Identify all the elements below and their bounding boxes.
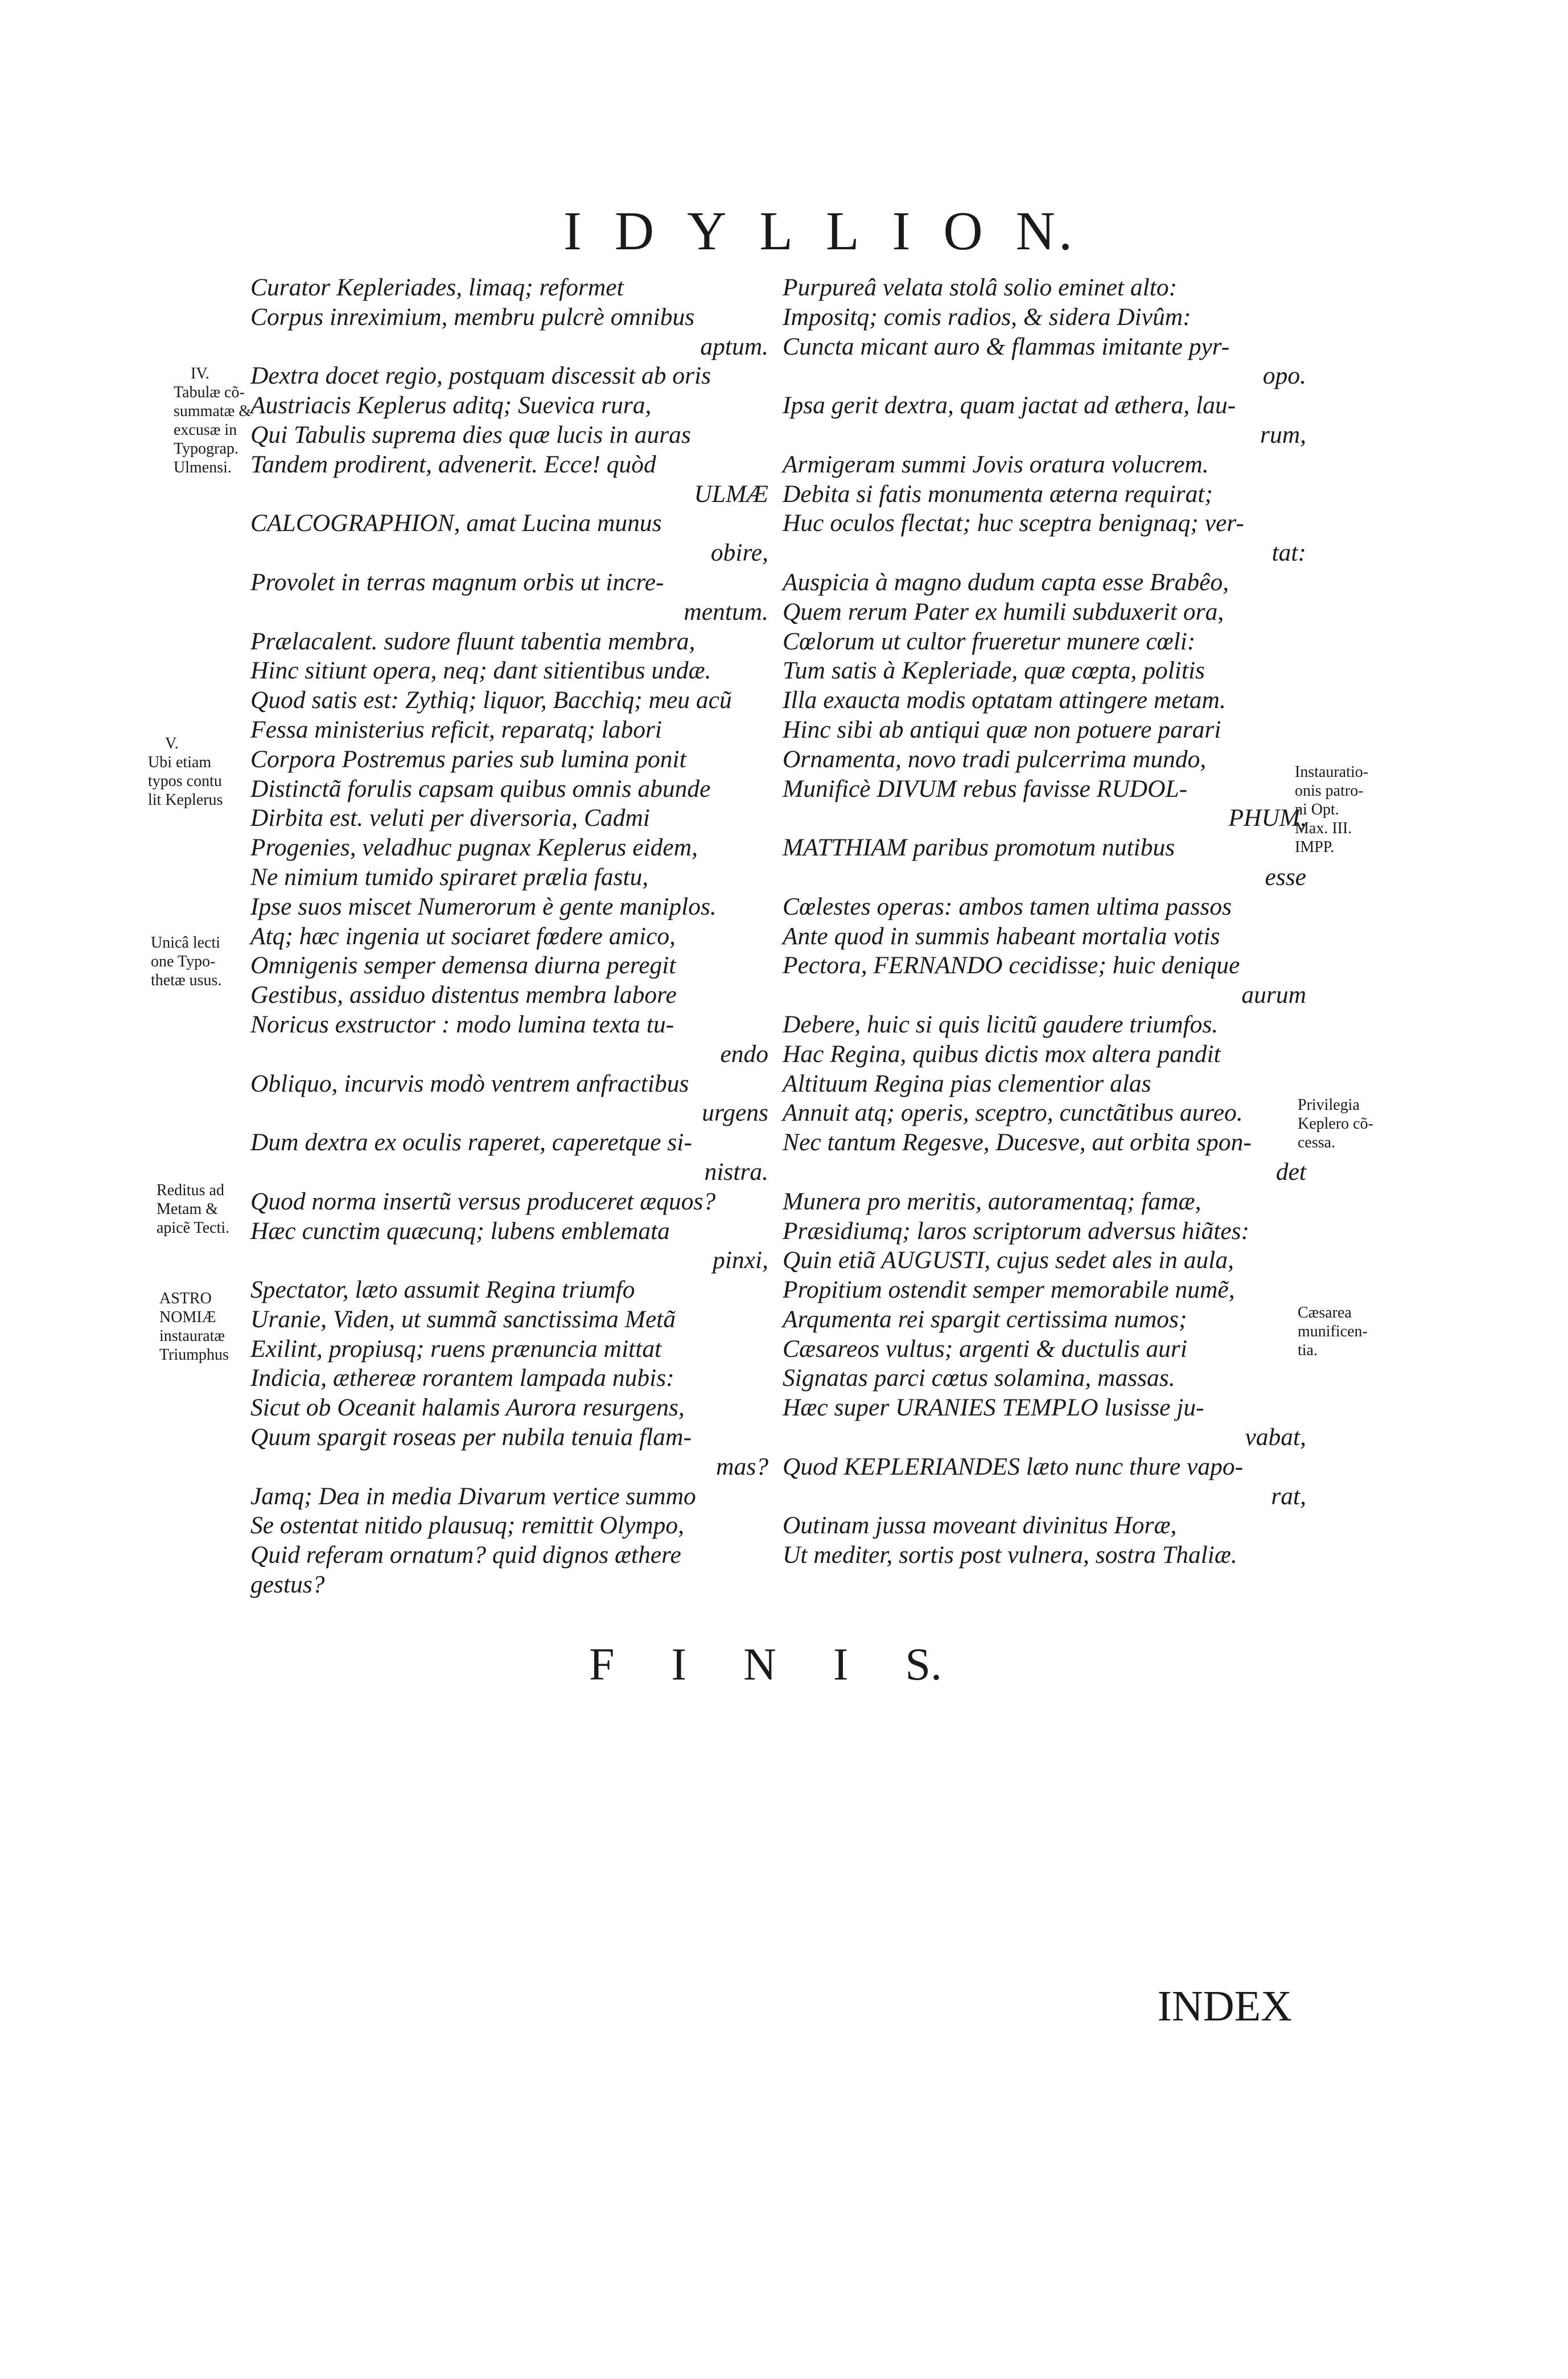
margin-note-line: one Typo- bbox=[151, 953, 216, 970]
margin-note-line: Keplero cõ- bbox=[1298, 1115, 1373, 1133]
text-line: Debita si fatis monumenta æterna requirat; bbox=[783, 480, 1213, 508]
margin-note-line: thetæ usus. bbox=[151, 972, 222, 989]
text-line: Progenies, veladhuc pugnax Keplerus eidem, bbox=[250, 834, 698, 862]
text-line: Sicut ob Oceanit halamis Aurora resurgens, bbox=[250, 1394, 685, 1422]
text-line: Auspicia à magno dudum capta esse Brabêo, bbox=[783, 568, 1229, 596]
margin-note-caesarea bbox=[1298, 1303, 1368, 1360]
margin-note-tabulae bbox=[174, 364, 251, 477]
text-line: Armigeram summi Jovis oratura volucrem. bbox=[783, 450, 1209, 478]
text-line: Arqumenta rei spargit certissima numos; bbox=[783, 1305, 1187, 1333]
text-line: Munera pro meritis, autoramentaq; famæ, bbox=[783, 1187, 1201, 1215]
finis-letter: I bbox=[833, 1639, 849, 1690]
text-line: Tandem prodirent, advenerit. Ecce! quòd bbox=[250, 450, 656, 478]
margin-note-line: ni Opt. bbox=[1295, 801, 1339, 818]
margin-note-line: excusæ in bbox=[174, 421, 237, 439]
text-line: Obliquo, incurvis modò ventrem anfractibus bbox=[250, 1069, 689, 1097]
margin-note-line: Unicâ lecti bbox=[151, 934, 221, 952]
text-line: Spectator, læto assumit Regina triumfo bbox=[250, 1276, 635, 1304]
finis-letter: F bbox=[589, 1639, 615, 1690]
margin-note-line: Instauratio- bbox=[1295, 763, 1369, 781]
left-text-column bbox=[250, 273, 768, 1600]
text-line: vabat, bbox=[1245, 1423, 1306, 1451]
text-line: Ut mediter, sortis post vulnera, sostra Thaliæ. bbox=[783, 1541, 1237, 1569]
text-line: urgens bbox=[702, 1099, 768, 1127]
text-line: Munificè DIVUM rebus favisse RUDOL- bbox=[783, 775, 1188, 802]
text-line: MATTHIAM paribus promotum nutibus bbox=[783, 834, 1175, 862]
margin-note-line: ASTRO bbox=[159, 1290, 212, 1307]
text-line: Cœlestes operas: ambos tamen ultima passos bbox=[783, 892, 1232, 920]
text-line: Quem rerum Pater ex humili subduxerit ora, bbox=[783, 598, 1224, 625]
heading-letter: Y bbox=[687, 200, 730, 261]
heading-letter: O bbox=[943, 200, 986, 261]
text-line: Purpureâ velata stolâ solio eminet alto: bbox=[783, 274, 1178, 301]
margin-note-line: Privilegia bbox=[1298, 1096, 1360, 1114]
finis-letter: I bbox=[671, 1639, 687, 1690]
margin-note-line: apicẽ Tecti. bbox=[157, 1219, 230, 1237]
text-line: Ipse suos miscet Numerorum è gente maniplos. bbox=[250, 892, 717, 920]
text-line: rum, bbox=[1260, 421, 1306, 448]
margin-note-line: lit Keplerus bbox=[148, 791, 223, 809]
text-line: Omnigenis semper demensa diurna peregit bbox=[250, 952, 676, 979]
right-text-column bbox=[783, 273, 1306, 1570]
text-line: Annuit atq; operis, sceptro, cunctãtibus aureo. bbox=[783, 1099, 1243, 1127]
margin-note-line: NOMIÆ bbox=[159, 1308, 216, 1326]
text-line: Distinctã forulis capsam quibus omnis abunde bbox=[250, 775, 711, 802]
text-line: Cuncta micant auro & flammas imitante pyr- bbox=[783, 332, 1230, 360]
text-line: Prælacalent. sudore fluunt tabentia membra, bbox=[250, 627, 695, 655]
text-line: det bbox=[1275, 1158, 1306, 1186]
heading-letter: N. bbox=[1015, 200, 1076, 261]
text-line: Gestibus, assiduo distentus membra labore bbox=[250, 981, 677, 1009]
text-line: Fessa ministerius reficit, reparatq; labori bbox=[250, 715, 662, 743]
margin-note-line: onis patro- bbox=[1295, 782, 1364, 800]
text-line: Impositq; comis radios, & sidera Divûm: bbox=[783, 303, 1191, 331]
catchword: INDEX bbox=[1157, 1982, 1292, 2030]
heading-letter: L bbox=[759, 200, 797, 261]
margin-note-instaurationis bbox=[1295, 763, 1368, 857]
text-line: Corpus inreximium, membru pulcrè omnibus bbox=[250, 303, 695, 331]
text-line: Quod satis est: Zythiq; liquor, Bacchiq; meu acũ bbox=[250, 686, 732, 714]
heading-letter: I bbox=[892, 200, 914, 261]
text-line: Quod norma insertũ versus produceret æquos? bbox=[250, 1187, 716, 1215]
margin-note-line: V. bbox=[165, 735, 179, 752]
text-line: CALCOGRAPHION, amat Lucina munus bbox=[250, 509, 662, 537]
finis-letter: N bbox=[743, 1639, 776, 1690]
text-line: Outinam jussa moveant divinitus Horæ, bbox=[783, 1512, 1177, 1540]
margin-note-line: IV. bbox=[191, 365, 209, 382]
text-line: ULMÆ bbox=[694, 480, 768, 508]
margin-note-line: Max. III. bbox=[1295, 820, 1352, 837]
margin-note-line: Tabulæ cõ- bbox=[174, 384, 245, 401]
text-line: Curator Kepleriades, limaq; reformet bbox=[250, 274, 624, 301]
margin-note-line: Ubi etiam bbox=[148, 754, 212, 771]
margin-note-line: Cæsarea bbox=[1298, 1304, 1352, 1322]
margin-note-line: summatæ & bbox=[174, 402, 252, 420]
text-line: Exilint, propiusq; ruens prænuncia mittat bbox=[250, 1335, 662, 1363]
margin-note-astronomiae bbox=[159, 1289, 229, 1364]
text-line: nistra. bbox=[704, 1158, 768, 1186]
margin-note-reditus bbox=[157, 1181, 229, 1237]
text-line: Præsidiumq; laros scriptorum adversus hiãtes: bbox=[783, 1217, 1250, 1245]
margin-note-line: Typograp. bbox=[174, 440, 238, 458]
text-line: PHUM, bbox=[1228, 804, 1306, 832]
text-line: Noricus exstructor : modo lumina texta tu- bbox=[250, 1010, 674, 1038]
margin-note-line: instauratæ bbox=[159, 1327, 225, 1345]
text-line: Illa exaucta modis optatam attingere metam. bbox=[783, 686, 1226, 714]
text-line: tat: bbox=[1271, 539, 1306, 567]
text-line: rat, bbox=[1271, 1482, 1306, 1510]
text-line: Pectora, FERNANDO cecidisse; huic denique bbox=[783, 952, 1240, 979]
text-line: esse bbox=[1265, 863, 1306, 891]
heading-letter: I bbox=[563, 200, 585, 261]
text-line: Altituum Regina pias clementior alas bbox=[783, 1069, 1151, 1097]
margin-note-line: tia. bbox=[1298, 1341, 1318, 1359]
text-line: Cæsareos vultus; argenti & ductulis auri bbox=[783, 1335, 1187, 1363]
text-line: Hæc super URANIES TEMPLO lusisse ju- bbox=[783, 1394, 1204, 1422]
text-line: Hæc cunctim quæcunq; lubens emblemata bbox=[250, 1217, 670, 1245]
margin-note-line: Reditus ad bbox=[157, 1182, 224, 1199]
heading-letter: L bbox=[825, 200, 863, 261]
text-line: Dum dextra ex oculis raperet, caperetque si- bbox=[250, 1129, 692, 1156]
margin-note-typos bbox=[148, 734, 223, 809]
margin-note-line: munificen- bbox=[1298, 1323, 1368, 1340]
text-line: Atq; hæc ingenia ut sociaret fœdere amico, bbox=[250, 922, 676, 950]
margin-note-line: IMPP. bbox=[1295, 838, 1335, 856]
text-line: obire, bbox=[710, 539, 768, 567]
text-line: Ipsa gerit dextra, quam jactat ad æthera, lau- bbox=[783, 392, 1236, 419]
margin-note-unica bbox=[151, 933, 221, 990]
text-line: Dirbita est. veluti per diversoria, Cadmi bbox=[250, 804, 650, 832]
margin-note-line: Triumphus bbox=[159, 1346, 229, 1364]
text-line: Ornamenta, novo tradi pulcerrima mundo, bbox=[783, 745, 1207, 773]
text-line: Cœlorum ut cultor frueretur munere cœli: bbox=[783, 627, 1196, 655]
margin-note-line: Ulmensi. bbox=[174, 459, 232, 476]
text-line: Jamq; Dea in media Divarum vertice summo bbox=[250, 1482, 696, 1510]
text-line: mentum. bbox=[684, 598, 768, 625]
text-line: Provolet in terras magnum orbis ut incre- bbox=[250, 568, 664, 596]
text-line: Quum spargit roseas per nubila tenuia flam- bbox=[250, 1423, 692, 1451]
text-line: endo bbox=[720, 1040, 768, 1068]
text-line: Hinc sibi ab antiqui quæ non potuere parari bbox=[783, 715, 1221, 743]
margin-note-line: typos contu bbox=[148, 772, 222, 790]
text-line: Se ostentat nitido plausuq; remittit Olympo, bbox=[250, 1512, 684, 1540]
text-line: Hinc sitiunt opera, neq; dant sitientibus undæ. bbox=[250, 657, 711, 685]
text-line: aptum. bbox=[700, 332, 768, 360]
text-line: Quin etiã AUGUSTI, cujus sedet ales in aula, bbox=[783, 1246, 1234, 1274]
text-line: Nec tantum Regesve, Ducesve, aut orbita spon- bbox=[783, 1129, 1252, 1156]
text-line: Quid referam ornatum? quid dignos æthere bbox=[250, 1541, 681, 1569]
margin-note-line: Metam & bbox=[157, 1200, 219, 1218]
text-line: Tum satis à Kepleriade, quæ cœpta, politis bbox=[783, 657, 1205, 685]
text-line: Hac Regina, quibus dictis mox altera pandit bbox=[783, 1040, 1221, 1068]
text-line: gestus? bbox=[250, 1571, 325, 1599]
text-line: Signatas parci cœtus solamina, massas. bbox=[783, 1364, 1175, 1392]
finis-heading bbox=[589, 1633, 942, 1696]
margin-note-line: cessa. bbox=[1298, 1134, 1336, 1151]
text-line: Ante quod in summis habeant mortalia votis bbox=[783, 922, 1220, 950]
margin-note-privilegia bbox=[1298, 1096, 1373, 1152]
text-line: Ne nimium tumido spiraret prælia fastu, bbox=[250, 863, 649, 891]
section-heading bbox=[563, 199, 1076, 262]
text-line: Indicia, æthereæ rorantem lampada nubis: bbox=[250, 1364, 674, 1392]
text-line: Quod KEPLERIANDES læto nunc thure vapo- bbox=[783, 1452, 1244, 1480]
text-line: Huc oculos flectat; huc sceptra benignaq; ver- bbox=[783, 509, 1244, 537]
text-line: aurum bbox=[1241, 981, 1306, 1009]
text-line: Uranie, Viden, ut summã sanctissima Metã bbox=[250, 1305, 676, 1333]
text-line: mas? bbox=[716, 1452, 768, 1480]
text-line: Propitium ostendit semper memorabile numẽ, bbox=[783, 1276, 1235, 1304]
text-line: Debere, huic si quis licitũ gaudere triumfos. bbox=[783, 1010, 1219, 1038]
heading-letter: D bbox=[614, 200, 658, 261]
text-line: Qui Tabulis suprema dies quæ lucis in auras bbox=[250, 421, 691, 448]
text-line: pinxi, bbox=[713, 1246, 768, 1274]
text-line: Corpora Postremus paries sub lumina ponit bbox=[250, 745, 686, 773]
text-line: opo. bbox=[1262, 362, 1306, 390]
text-line: Austriacis Keplerus aditq; Suevica rura, bbox=[250, 392, 652, 419]
text-line: Dextra docet regio, postquam discessit ab oris bbox=[250, 362, 711, 390]
finis-letter: S. bbox=[905, 1639, 942, 1690]
